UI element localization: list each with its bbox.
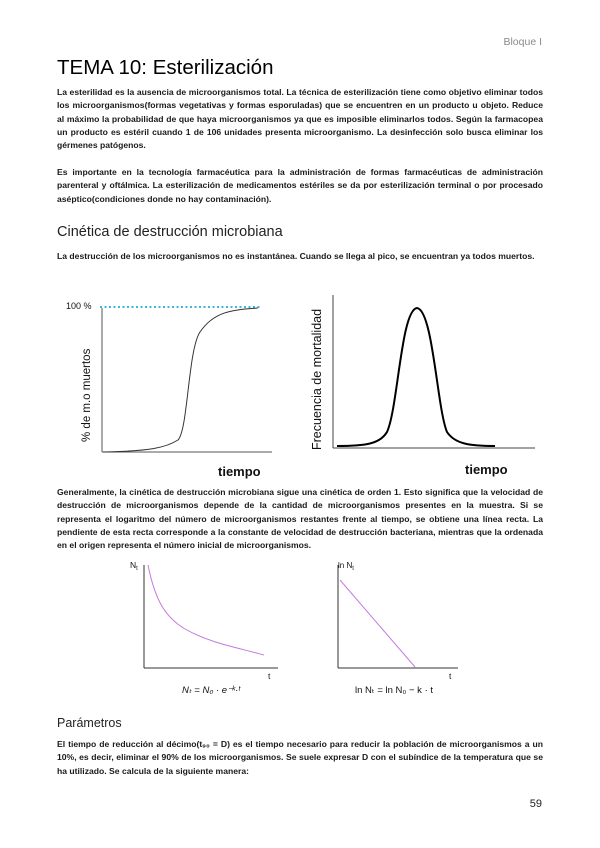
exp-y-label: $N_t$	[130, 560, 138, 572]
section-header: Bloque I	[503, 36, 542, 48]
sigmoid-100-label: 100 %	[66, 301, 92, 311]
mortality-frequency-figure	[305, 290, 540, 485]
exp-curve	[148, 565, 264, 655]
linear-formula: ln Nₜ = ln N₀ − k · t	[355, 685, 434, 696]
kinetics-heading: Cinética de destrucción microbiana	[57, 224, 283, 240]
sigmoid-death-curve-figure	[60, 290, 280, 485]
bell-x-label: tiempo	[465, 462, 508, 477]
log-linear-figure	[325, 555, 495, 700]
params-paragraph-1: El tiempo de reducción al décimo(t₉₀ = D) es el tiempo necesario para reducir la población de microorganismos a un 10%, es decir, eliminar el 90% de los microorganismos. Se suele expresar D con el subíndice de la temperatura que se ha utilizado. Se calcula de la siguiente manera:	[57, 739, 543, 776]
intro-paragraph-1: La esterilidad es la ausencia de microorganismos total. La técnica de esterilización tiene como objetivo eliminar todos los microorganismos(formas vegetativas y formas esporuladas) que se encuentren en un producto u objeto. Reduce al máximo la probabilidad de que haya microorganismos ya que es imposible eliminarlos todos. Según la farmacopea un producto es estéril cuando 1 de 106 unidades presenta microorganismo. La desinfección solo busca eliminar los gérmenes patógenos.	[57, 87, 543, 151]
params-heading: Parámetros	[57, 716, 122, 730]
kinetics-paragraph-1: La destrucción de los microorganismos no es instantánea. Cuando se llega al pico, se encuentran ya todos muertos.	[57, 251, 535, 261]
kinetics-paragraph-2: Generalmente, la cinética de destrucción microbiana sigue una cinética de orden 1. Esto significa que la velocidad de destrucción de microorganismos depende de la cantidad de microorganismos presentes en la muestra. Si se representa el logaritmo del número de microorganismos restantes frente al tiempo, se obtiene una línea recta. La pendiente de esta recta corresponde a la constante de velocidad de destrucción bacteriana, mientras que la ordenada en el origen representa el número inicial de microorganismos.	[57, 487, 543, 551]
page-title: TEMA 10: Esterilización	[57, 56, 274, 79]
exp-x-label: t	[268, 671, 271, 681]
linear-x-label: t	[449, 671, 452, 681]
bell-y-label: Frecuencia de mortalidad	[310, 308, 324, 450]
linear-line	[340, 580, 415, 667]
page-number: 59	[529, 798, 542, 810]
exponential-decay-figure	[130, 555, 290, 700]
sigmoid-x-label: tiempo	[218, 464, 261, 479]
exp-formula: Nₜ = N₀ · e⁻ᵏ·ᵗ	[182, 685, 241, 696]
linear-y-label: $\ln N_t$	[338, 561, 354, 572]
sigmoid-y-label: % de m.o muertos	[81, 348, 93, 442]
sigmoid-curve	[103, 308, 258, 452]
intro-paragraph-2: Es importante en la tecnología farmacéutica para la administración de formas farmacéuticas de administración parenteral y oftálmica. La esterilización de medicamentos estériles se da por esterilización terminal o por procesado aséptico(condiciones donde no hay contaminación).	[57, 167, 543, 204]
bell-curve	[337, 308, 495, 446]
